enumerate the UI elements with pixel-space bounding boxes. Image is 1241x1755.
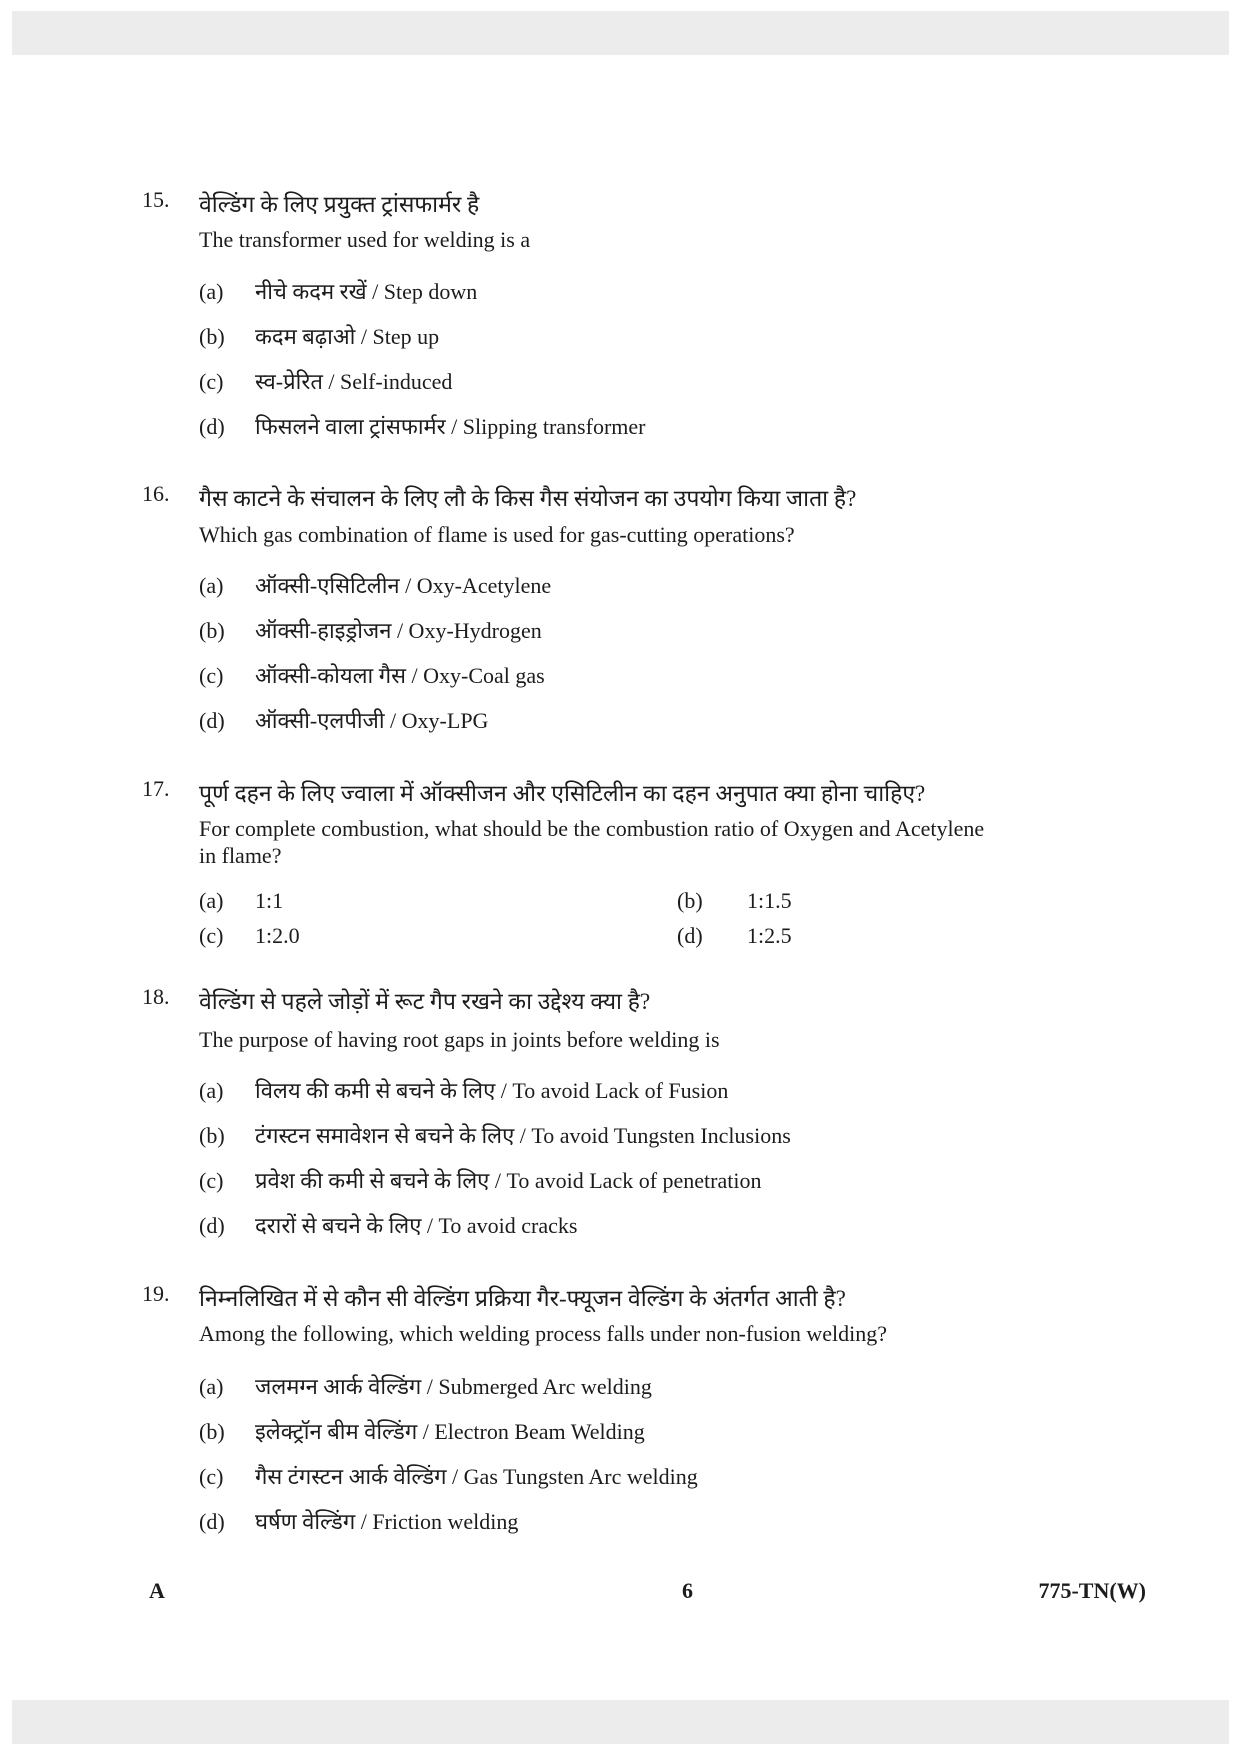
question-english-line2: in flame? (199, 843, 282, 868)
scan-top-band (12, 11, 1229, 55)
question-hindi: वेल्डिंग के लिए प्रयुक्त ट्रांसफार्मर है (199, 192, 480, 217)
option-c: (c) स्व-प्रेरित / Self-induced (199, 369, 453, 394)
option-d: (d) घर्षण वेल्डिंग / Friction welding (199, 1509, 519, 1534)
question-number: 15. (142, 187, 170, 212)
question-english: Among the following, which welding process falls under non-fusion welding? (199, 1321, 887, 1346)
option-b: (b) इलेक्ट्रॉन बीम वेल्डिंग / Electron Beam Welding (199, 1419, 645, 1444)
question-number: 17. (142, 776, 170, 801)
option-a: (a) ऑक्सी-एसिटिलीन / Oxy-Acetylene (199, 573, 552, 598)
option-a: (a) जलमग्न आर्क वेल्डिंग / Submerged Arc welding (199, 1374, 652, 1399)
question-hindi: निम्नलिखित में से कौन सी वेल्डिंग प्रक्रिया गैर-फ्यूजन वेल्डिंग के अंतर्गत आती है? (199, 1286, 846, 1311)
question-english-line1: For complete combustion, what should be the combustion ratio of Oxygen and Acetylene (199, 816, 985, 841)
footer-page-number: 6 (682, 1578, 693, 1603)
question-number: 18. (142, 984, 170, 1009)
option-a: (a) नीचे कदम रखें / Step down (199, 279, 478, 304)
option-b: (b) 1:1.5 (677, 888, 792, 913)
footer-paper-code: 775-TN(W) (1038, 1578, 1146, 1603)
option-a: (a) 1:1 (199, 888, 284, 913)
option-c: (c) गैस टंगस्टन आर्क वेल्डिंग / Gas Tungsten Arc welding (199, 1464, 698, 1489)
option-d: (d) दरारों से बचने के लिए / To avoid cracks (199, 1213, 578, 1238)
question-english: Which gas combination of flame is used for gas-cutting operations? (199, 522, 795, 547)
question-hindi: गैस काटने के संचालन के लिए लौ के किस गैस संयोजन का उपयोग किया जाता है? (199, 486, 857, 511)
option-d: (d) 1:2.5 (677, 923, 792, 948)
option-b: (b) ऑक्सी-हाइड्रोजन / Oxy-Hydrogen (199, 618, 542, 643)
scan-bottom-band (12, 1700, 1229, 1744)
option-a: (a) विलय की कमी से बचने के लिए / To avoid Lack of Fusion (199, 1078, 729, 1103)
option-c: (c) 1:2.0 (199, 923, 300, 948)
option-b: (b) कदम बढ़ाओ / Step up (199, 324, 440, 349)
question-number: 19. (142, 1281, 170, 1306)
question-english: The transformer used for welding is a (199, 227, 531, 252)
question-english: The purpose of having root gaps in joints before welding is (199, 1027, 720, 1052)
option-b: (b) टंगस्टन समावेशन से बचने के लिए / To avoid Tungsten Inclusions (199, 1123, 791, 1148)
option-c: (c) ऑक्सी-कोयला गैस / Oxy-Coal gas (199, 663, 545, 688)
footer-series: A (149, 1578, 165, 1603)
question-number: 16. (142, 481, 170, 506)
question-hindi: पूर्ण दहन के लिए ज्वाला में ऑक्सीजन और एसिटिलीन का दहन अनुपात क्या होना चाहिए? (199, 781, 926, 806)
option-c: (c) प्रवेश की कमी से बचने के लिए / To avoid Lack of penetration (199, 1168, 762, 1193)
option-d: (d) फिसलने वाला ट्रांसफार्मर / Slipping transformer (199, 414, 646, 439)
option-d: (d) ऑक्सी-एलपीजी / Oxy-LPG (199, 708, 489, 733)
question-hindi: वेल्डिंग से पहले जोड़ों में रूट गैप रखने का उद्देश्य क्या है? (199, 989, 651, 1014)
